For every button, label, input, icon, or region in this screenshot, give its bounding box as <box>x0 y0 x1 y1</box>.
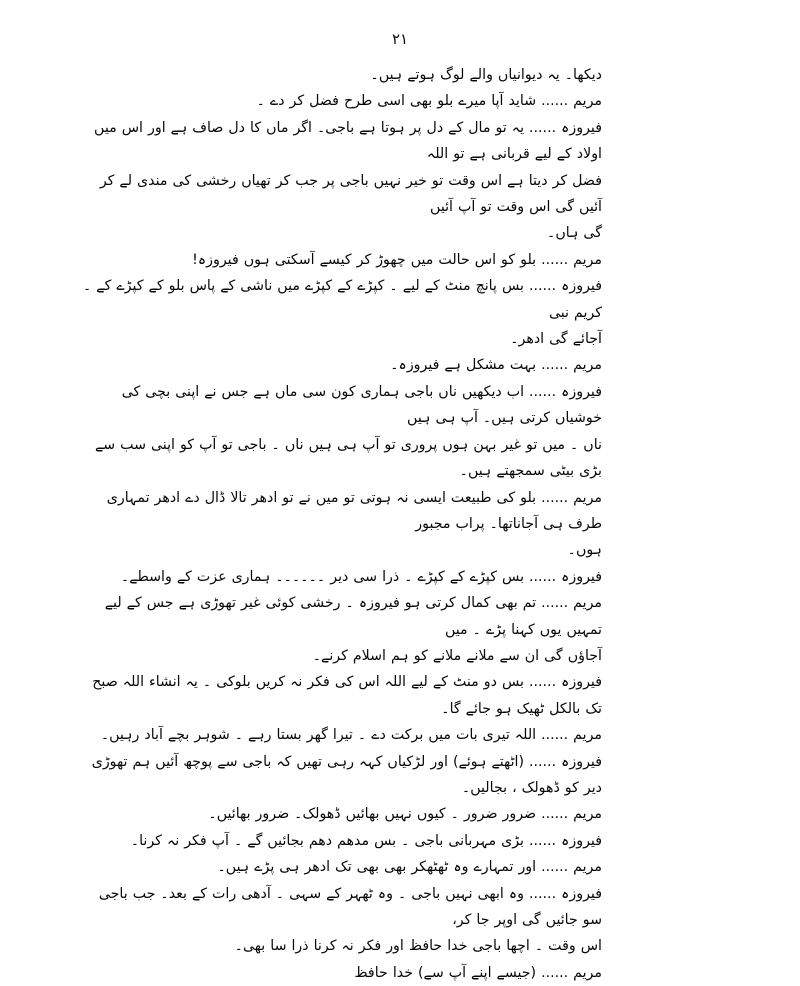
document-line: مریم ...... تم بھی کمال کرتی ہو فیروزہ ۔ رخشی کوئی غیر تھوڑی ہے جس کے لیے تمہیں یوں کہنا پڑے ۔ میں <box>99 595 602 638</box>
document-line: فیروزہ ...... وہ ابھی نہیں باجی ۔ وہ ٹھہر کے سہی ۔ آدھی رات کے بعد۔ جب باجی سو جائیں گی اوپر جا کر، <box>93 885 602 928</box>
document-line: فیروزہ ...... اب دیکھیں ناں باجی ہماری کون سی ماں ہے جس نے اپنی بچی کی خوشیاں کرتی ہیں۔ آپ ہی ہیں <box>116 383 602 427</box>
document-line: مریم ...... بلو کی طبیعت ایسی نہ ہوتی تو میں نے تو ادھر تالا ڈال دے ادھر تمہاری طرف ہی آجاناتھا۔ پراب مجبور <box>101 489 602 532</box>
document-line: مریم ...... ضرور ضرور ۔ کیوں نہیں بھائیں ڈھولک۔ ضرور بھائیں۔ <box>208 806 602 823</box>
document-line: فیروزہ ...... (اٹھتے ہوئے) اور لڑکیاں کہہ رہی تھیں کہ باجی سے پوچھ آئیں ہم تھوڑی دیر کو ڈھولک ، بجالیں۔ <box>86 753 602 796</box>
document-line: فضل کر دیتا ہے اس وقت تو خیر نہیں باجی پر جب کر تھیاں رخشی کی مندی لے کر آئیں گی اس وقت تو آپ آئیں <box>94 172 602 216</box>
document-line: مریم ...... شاید آپا میرے بلو بھی اسی طرح فضل کر دے ۔ <box>256 93 602 110</box>
document-body <box>77 62 602 986</box>
document-line: اس وقت ۔ اچھا باجی خدا حافظ اور فکر نہ کرنا ذرا سا بھی۔ <box>234 938 602 955</box>
document-line: فیروزہ ...... بس دو منٹ کے لیے اللہ اس کی فکر نہ کریں بلوکی ۔ یہ انشاء اللہ صبح تک بالکل ٹھیک ہو جائے گا۔ <box>87 674 602 717</box>
document-line: مریم ...... بلو کو اس حالت میں چھوڑ کر کیسے آسکتی ہوں فیروزہ! <box>192 251 602 268</box>
document-line: ناں ۔ میں تو غیر بہن ہوں پروری تو آپ ہی ہیں ناں ۔ باجی تو آپ کو اپنی سب سے بڑی بیٹی سمجھتے ہیں۔ <box>89 436 602 480</box>
document-line: دیکھا۔ یہ دیوانیاں والے لوگ ہوتے ہیں۔ <box>370 67 602 83</box>
document-line: مریم ...... اور تمہارے وہ ٹھٹھکر بھی بھی تک ادھر ہی پڑے ہیں۔ <box>217 859 602 876</box>
document-line: فیروزہ ...... یہ تو مال کے دل پر ہوتا ہے باجی۔ اگر ماں کا دل صاف ہے اور اس میں اولاد کے لیے قربانی ہے تو اللہ <box>89 119 602 163</box>
document-line: مریم ...... اللہ تیری بات میں برکت دے ۔ تیرا گھر بستا رہے ۔ شوہر بچے آباد رہیں۔ <box>100 727 602 744</box>
document-line: مریم ...... (جیسے اپنے آپ سے) خدا حافظ <box>354 964 602 981</box>
document-line: مریم ...... بہت مشکل ہے فیروزہ۔ <box>390 357 602 374</box>
document-line: ہوں۔ <box>567 542 602 559</box>
document-line: فیروزہ ...... بس کپڑے کے کپڑے ۔ ذرا سی دیر ۔۔۔۔۔۔ ہماری عزت کے واسطے۔ <box>120 568 602 585</box>
document-line: آجائے گی ادھر۔ <box>510 331 602 348</box>
document-line: فیروزہ ...... بس پانچ منٹ کے لیے ۔ کپڑے کے کپڑے میں ناشی کے پاس بلو کے کپڑے کے ۔ کریم نبی <box>77 278 602 321</box>
document-line: فیروزہ ...... بڑی مہربانی باجی ۔ بس مدھم دھم بجائیں گے ۔ آپ فکر نہ کرنا۔ <box>130 832 602 849</box>
document-line: آجاؤں گی ان سے ملانے ملانے کو ہم اسلام کرنے۔ <box>312 647 602 664</box>
page-number: ۲۱ <box>391 30 409 48</box>
document-line: گی ہاں۔ <box>547 225 602 242</box>
